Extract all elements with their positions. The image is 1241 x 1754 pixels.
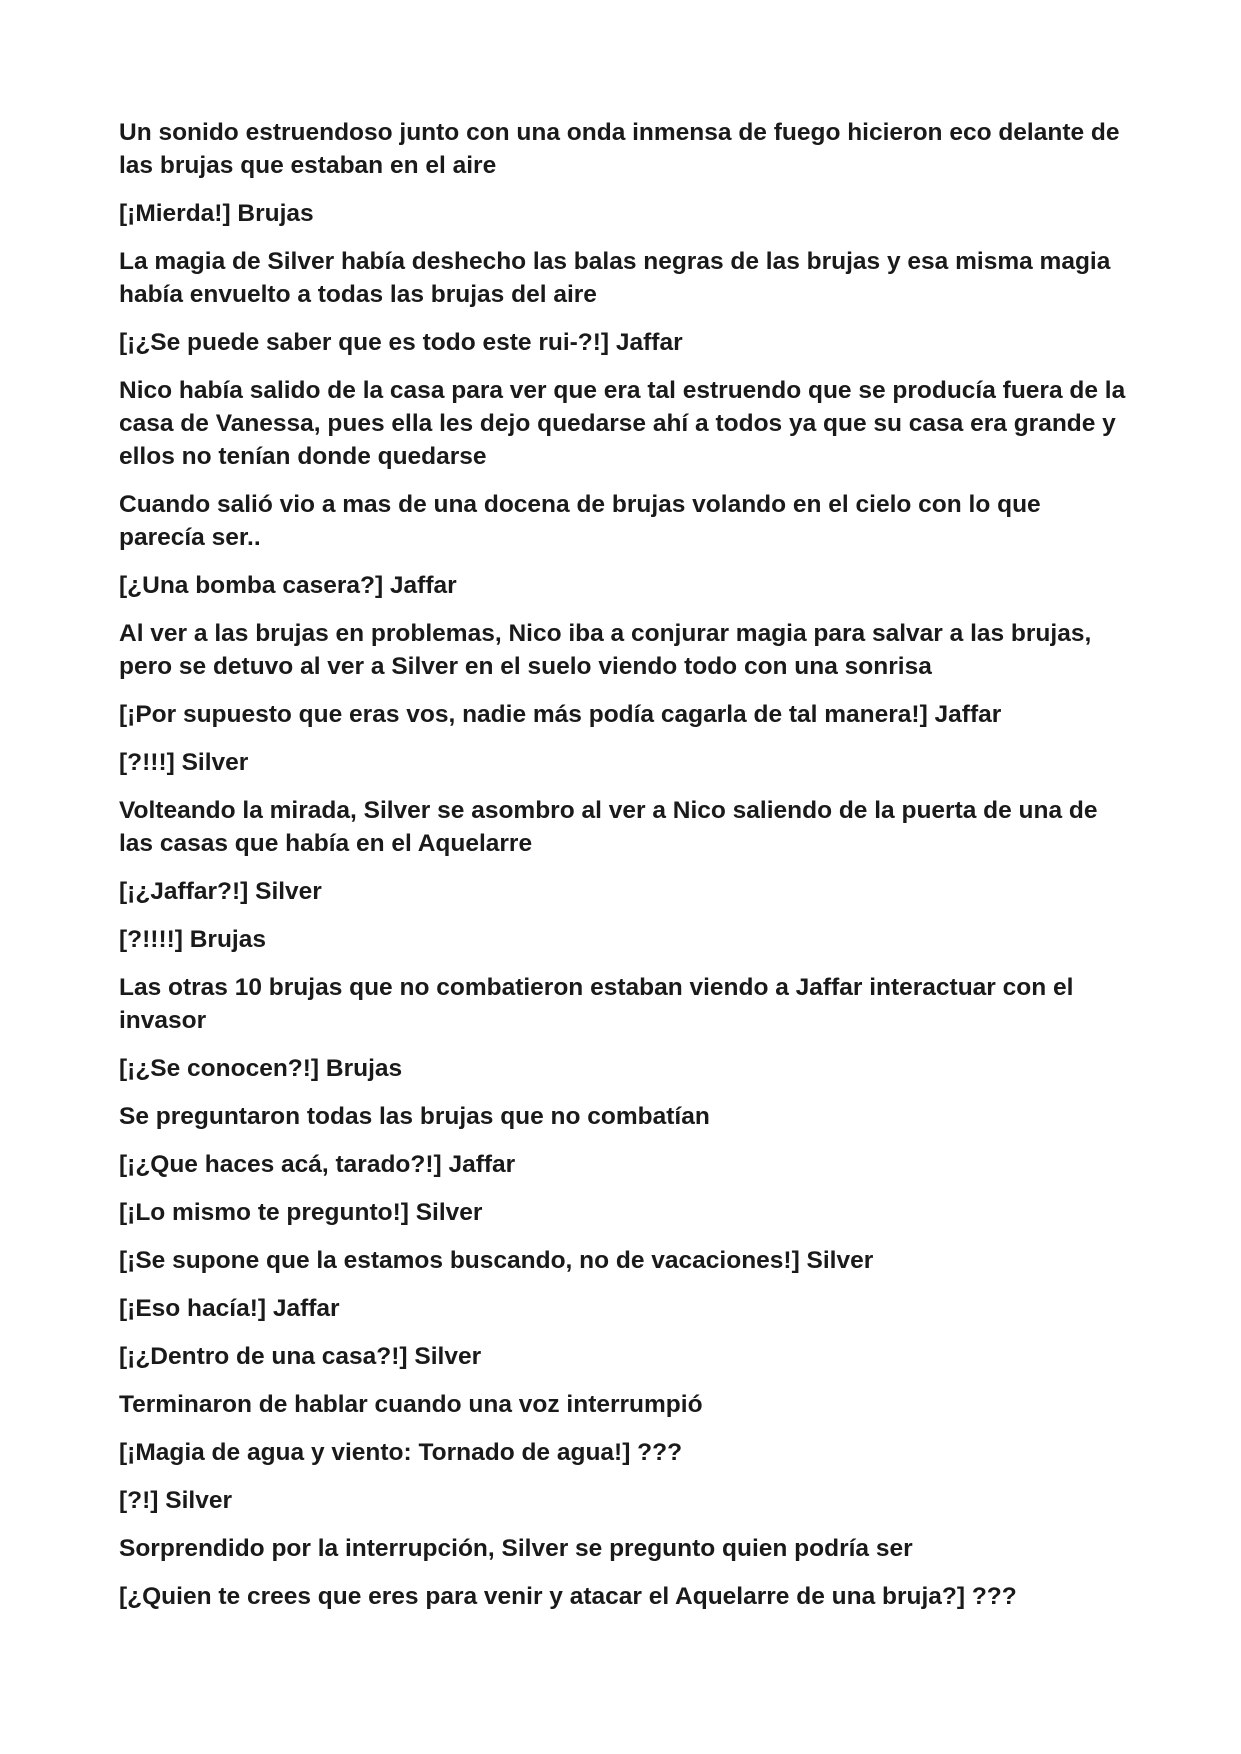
paragraph: [¡Lo mismo te pregunto!] Silver	[119, 1199, 483, 1226]
paragraph: [¿Quien te crees que eres para venir y atacar el Aquelarre de una bruja?] ???	[119, 1583, 1017, 1610]
paragraph: Las otras 10 brujas que no combatieron estaban viendo a Jaffar interactuar con el invasor	[119, 974, 1074, 1034]
paragraph: Volteando la mirada, Silver se asombro al ver a Nico saliendo de la puerta de una de las casas que había en el Aquelarre	[119, 797, 1098, 857]
paragraph: [?!!!!] Brujas	[119, 926, 266, 953]
paragraph: Cuando salió vio a mas de una docena de brujas volando en el cielo con lo que parecía ser..	[119, 491, 1041, 551]
paragraph: Al ver a las brujas en problemas, Nico iba a conjurar magia para salvar a las brujas, pero se detuvo al ver a Silver en el suelo viendo todo con una sonrisa	[119, 620, 1092, 680]
paragraph: [¡Mierda!] Brujas	[119, 200, 314, 227]
paragraph: [?!] Silver	[119, 1487, 232, 1514]
paragraph: [¿Una bomba casera?] Jaffar	[119, 572, 457, 599]
paragraph: [¡Magia de agua y viento: Tornado de agua!] ???	[119, 1439, 683, 1466]
paragraph: Nico había salido de la casa para ver que era tal estruendo que se producía fuera de la casa de Vanessa, pues ella les dejo quedarse ahí a todos ya que su casa era grande y ellos no tenían donde quedarse	[119, 377, 1126, 470]
paragraph: [¡¿Que haces acá, tarado?!] Jaffar	[119, 1151, 516, 1178]
paragraph: [¡Se supone que la estamos buscando, no de vacaciones!] Silver	[119, 1247, 874, 1274]
paragraph: [¡¿Jaffar?!] Silver	[119, 878, 322, 905]
paragraph: Un sonido estruendoso junto con una onda inmensa de fuego hicieron eco delante de las brujas que estaban en el aire	[119, 119, 1120, 179]
paragraph: Se preguntaron todas las brujas que no combatían	[119, 1103, 710, 1130]
paragraph: [¡Por supuesto que eras vos, nadie más podía cagarla de tal manera!] Jaffar	[119, 701, 1002, 728]
paragraph: Sorprendido por la interrupción, Silver se pregunto quien podría ser	[119, 1535, 913, 1562]
document-body	[119, 116, 1129, 1628]
paragraph: [¡Eso hacía!] Jaffar	[119, 1295, 340, 1322]
paragraph: [¡¿Se puede saber que es todo este rui-?!] Jaffar	[119, 329, 683, 356]
paragraph: [¡¿Dentro de una casa?!] Silver	[119, 1343, 482, 1370]
paragraph: Terminaron de hablar cuando una voz interrumpió	[119, 1391, 703, 1418]
paragraph: [?!!!] Silver	[119, 749, 249, 776]
paragraph: La magia de Silver había deshecho las balas negras de las brujas y esa misma magia había envuelto a todas las brujas del aire	[119, 248, 1111, 308]
paragraph: [¡¿Se conocen?!] Brujas	[119, 1055, 403, 1082]
